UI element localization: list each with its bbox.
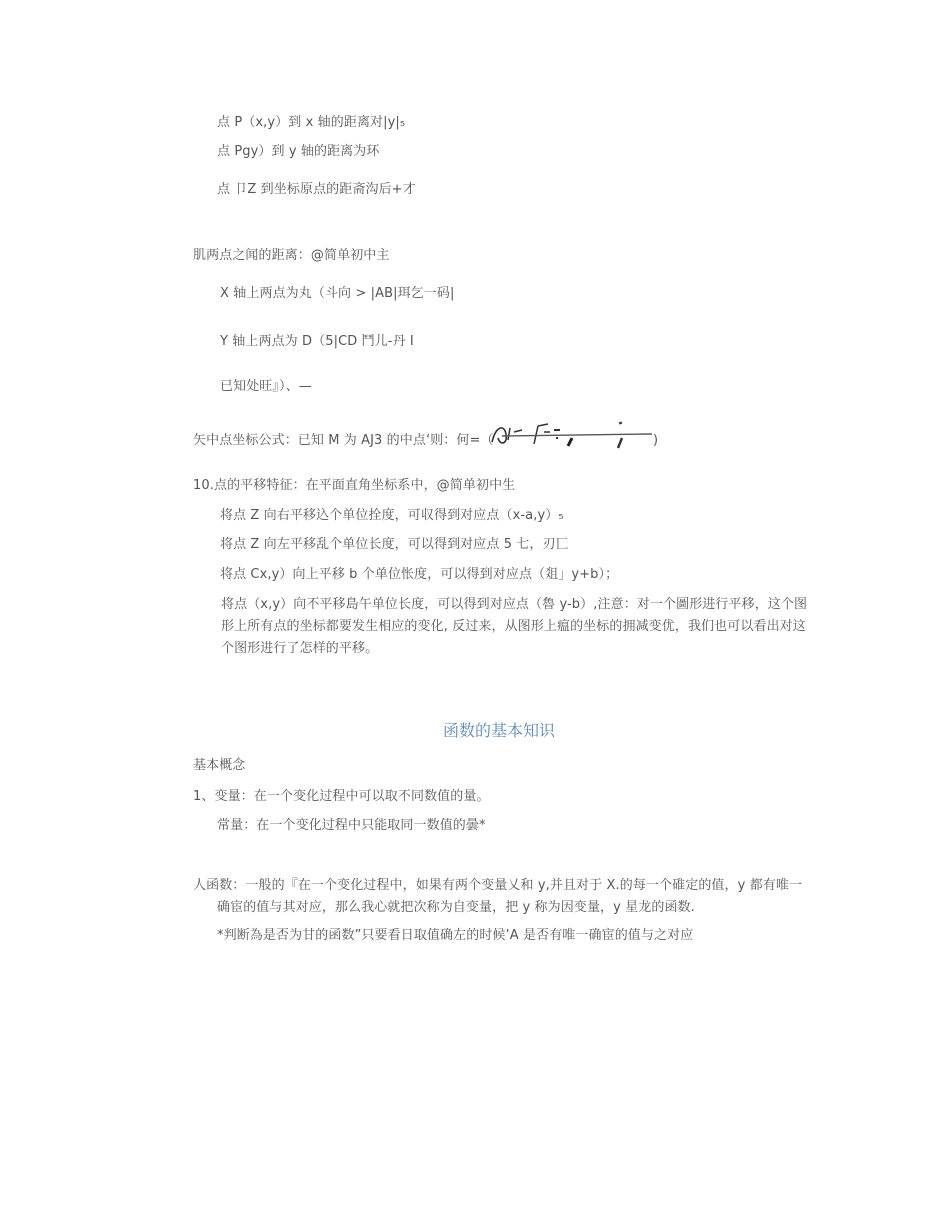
constant-definition: 常量：在一个变化过程中只能取同一数值的曇*: [217, 818, 486, 833]
known-points-line: 已知处旺』）、—: [220, 379, 312, 394]
function-definition-line2: 确宦的值与其对应，那么我心就把次称为自变量，把 y 称为因变量，y 星龙的函数.: [217, 900, 695, 915]
function-judgement-note: *判断為是否为甘的函数”只要看日取值确左的时候’A 是否有唯一确宦的值与之对应: [217, 928, 694, 943]
x-axis-two-points: X 轴上两点为丸（斗向 > |AB|珥乞一码|: [220, 286, 455, 301]
y-axis-two-points: Y 轴上两点为 D（5|CD 鬥儿-丹 I: [220, 334, 414, 349]
two-points-distance-heading: 肌两点之闻的距离：@简单初中主: [193, 248, 390, 263]
basic-concepts-heading: 基本概念: [193, 758, 246, 773]
midpoint-formula-scribble: [482, 418, 660, 452]
distance-to-origin: 点 卩Z 到坐标原点的距斋沟后+才: [217, 182, 416, 197]
distance-to-x-axis: 点 P（x,y）到 x 轴的距离对|y|₅: [217, 115, 406, 130]
translation-left: 将点 Z 向左平移乱个单位长度，可以得到对应点 5 七，刃匸: [220, 537, 569, 552]
section-title: 函数的基本知识: [443, 721, 556, 740]
translation-up: 将点 Cx,y）向上平移 b 个单位怅度，可以得到对应点（爼」y+b）；: [220, 567, 619, 582]
translation-down-paragraph: 将点（x,y）向不平移島午单位长度，可以得到对应点（魯 y-b）,注意：对一个圖形进行平移，这个图形上所有点的坐标都要发生相应的变化, 反过来，从图形上瘟的坐标的拥减变优，我们也可以看出对这个图形进行了怎样的平移。: [221, 597, 808, 656]
midpoint-close-paren: ): [653, 433, 659, 448]
function-definition-line1: 人函数：一般的『在一个变化过程中，如果有两个变量乂和 y,并且对于 X.的每一个碓定的值，y 都有唯一: [193, 878, 803, 893]
distance-to-y-axis: 点 Pgy）到 y 轴的距离为环: [217, 144, 380, 159]
translation-heading: 10.点的平移特征：在平面直角坐标系中，@简单初中生: [193, 478, 516, 493]
variable-definition: 1、变量：在一个变化过程中可以取不同数值的量。: [193, 789, 490, 804]
midpoint-formula: 矢中点坐标公式：已知 M 为 AJ3 的中点‘则：何=（: [193, 433, 494, 448]
translation-right: 将点 Z 向右平移込个单位拴度，可収得到对应点（x-a,y）₅: [220, 508, 564, 523]
